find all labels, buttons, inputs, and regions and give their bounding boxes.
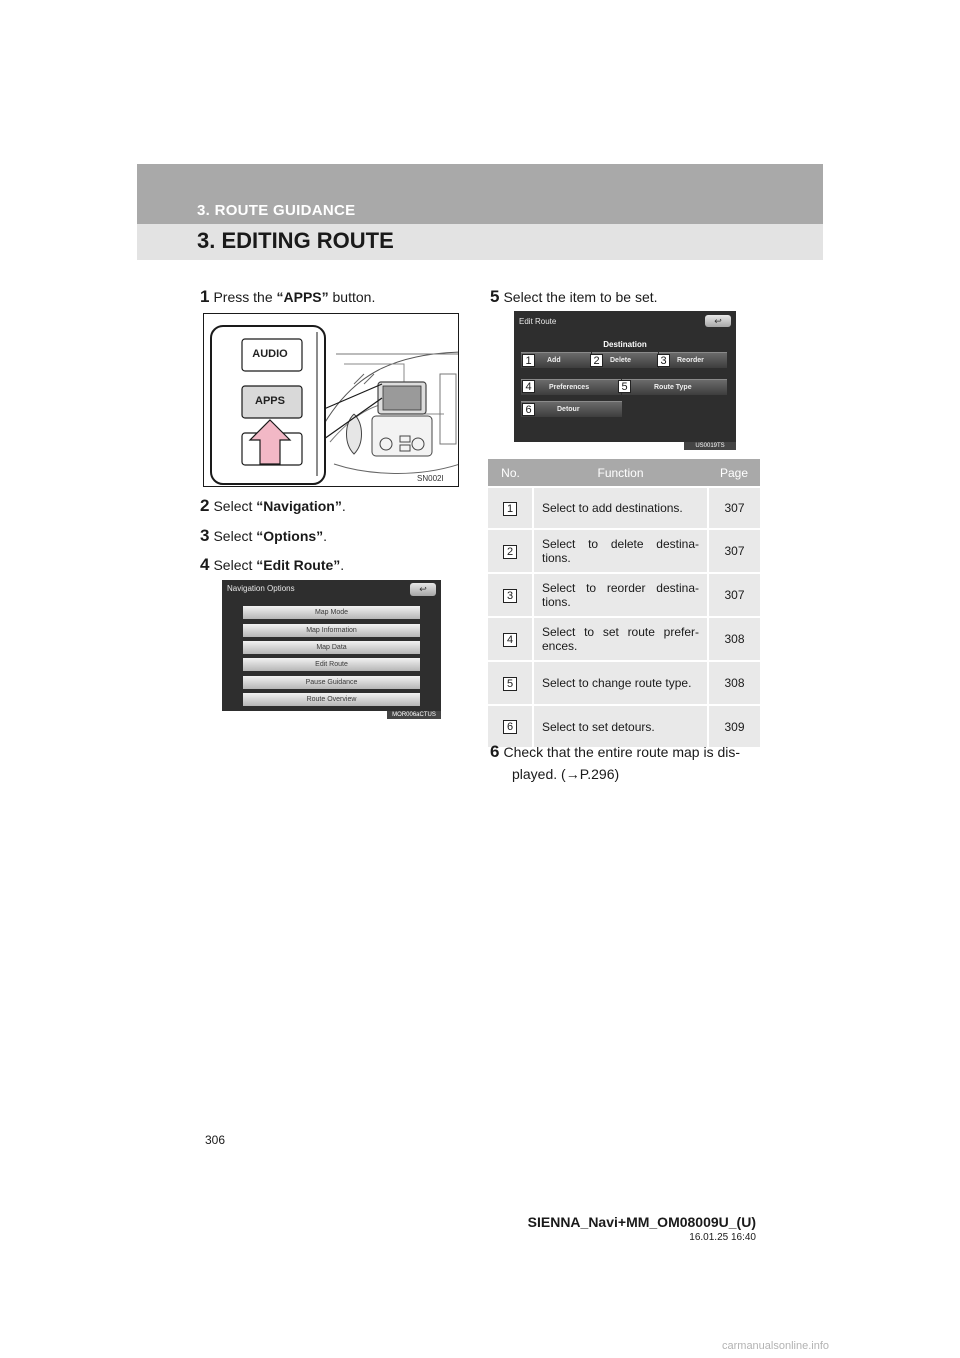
column-header-function: Function bbox=[533, 459, 708, 487]
step-1: 1 Press the “APPS” button. bbox=[200, 287, 376, 306]
reorder-button[interactable]: Reorder bbox=[659, 352, 727, 368]
section-title: 3. ROUTE GUIDANCE bbox=[197, 202, 356, 219]
page-title: 3. EDITING ROUTE bbox=[197, 228, 394, 253]
table-row bbox=[488, 617, 760, 661]
table-header-row bbox=[488, 459, 760, 487]
row-page: 309 bbox=[708, 705, 760, 747]
return-arrow-icon[interactable]: ↩ bbox=[410, 583, 436, 596]
audio-button-label: AUDIO bbox=[252, 348, 288, 360]
pause-guidance-button[interactable]: Pause Guidance bbox=[243, 676, 420, 689]
screen-code: MOR006aCTUS bbox=[387, 711, 441, 719]
row-function: Select to delete destina- tions. bbox=[533, 529, 708, 573]
edit-route-button[interactable]: Edit Route bbox=[243, 658, 420, 671]
row-function: Select to set route prefer- ences. bbox=[533, 617, 708, 661]
marker-2: 2 bbox=[590, 354, 603, 367]
column-header-no: No. bbox=[488, 459, 533, 487]
row-function: Select to set detours. bbox=[533, 705, 708, 747]
page-title-bar bbox=[137, 224, 823, 260]
destination-label: Destination bbox=[603, 340, 647, 349]
route-type-button[interactable]: Route Type bbox=[622, 379, 727, 395]
function-table bbox=[488, 459, 760, 747]
marker-1: 1 bbox=[522, 354, 535, 367]
row-function: Select to change route type. bbox=[533, 661, 708, 705]
marker-4: 4 bbox=[522, 380, 535, 393]
row-number: 4 bbox=[503, 633, 517, 647]
row-number: 1 bbox=[503, 502, 517, 516]
step-6: 6 Check that the entire route map is dis- played. (→P.296) bbox=[490, 742, 741, 782]
row-page: 307 bbox=[708, 487, 760, 529]
table-row bbox=[488, 529, 760, 573]
screen-title: Navigation Options bbox=[227, 584, 295, 593]
table-row bbox=[488, 573, 760, 617]
screen-code: US0019TS bbox=[684, 442, 736, 450]
step-2: 2 Select “Navigation”. bbox=[200, 496, 346, 515]
step-4: 4 Select “Edit Route”. bbox=[200, 555, 345, 574]
row-number: 3 bbox=[503, 589, 517, 603]
table-row bbox=[488, 487, 760, 529]
apps-button-label: APPS bbox=[255, 395, 285, 407]
screen-title: Edit Route bbox=[519, 317, 557, 326]
step-3: 3 Select “Options”. bbox=[200, 526, 328, 545]
row-number: 6 bbox=[503, 720, 517, 734]
section-header-bar bbox=[137, 164, 823, 224]
row-number: 2 bbox=[503, 545, 517, 559]
row-function: Select to reorder destina- tions. bbox=[533, 573, 708, 617]
watermark: carmanualsonline.info bbox=[722, 1340, 830, 1352]
apps-button-illustration bbox=[203, 313, 459, 487]
table-row bbox=[488, 661, 760, 705]
step-5: 5 Select the item to be set. bbox=[490, 287, 658, 306]
document-id: SIENNA_Navi+MM_OM08009U_(U) bbox=[527, 1214, 756, 1230]
return-arrow-icon[interactable]: ↩ bbox=[705, 315, 731, 327]
map-mode-button[interactable]: Map Mode bbox=[243, 606, 420, 619]
navigation-options-screen bbox=[222, 580, 441, 711]
row-function: Select to add destinations. bbox=[533, 487, 708, 529]
document-date: 16.01.25 16:40 bbox=[689, 1232, 756, 1243]
marker-6: 6 bbox=[522, 403, 535, 416]
column-header-page: Page bbox=[708, 459, 760, 487]
delete-button[interactable]: Delete bbox=[592, 352, 658, 368]
route-overview-button[interactable]: Route Overview bbox=[243, 693, 420, 706]
preferences-button[interactable]: Preferences bbox=[521, 379, 621, 395]
page-number: 306 bbox=[205, 1133, 226, 1147]
row-number: 5 bbox=[503, 677, 517, 691]
add-button[interactable]: Add bbox=[521, 352, 591, 368]
marker-5: 5 bbox=[618, 380, 631, 393]
illustration-code: SN002I bbox=[417, 474, 444, 483]
row-page: 307 bbox=[708, 573, 760, 617]
row-page: 308 bbox=[708, 617, 760, 661]
edit-route-screen bbox=[514, 311, 736, 442]
map-information-button[interactable]: Map Information bbox=[243, 624, 420, 637]
detour-button[interactable]: Detour bbox=[521, 401, 622, 417]
row-page: 307 bbox=[708, 529, 760, 573]
row-page: 308 bbox=[708, 661, 760, 705]
marker-3: 3 bbox=[657, 354, 670, 367]
map-data-button[interactable]: Map Data bbox=[243, 641, 420, 654]
